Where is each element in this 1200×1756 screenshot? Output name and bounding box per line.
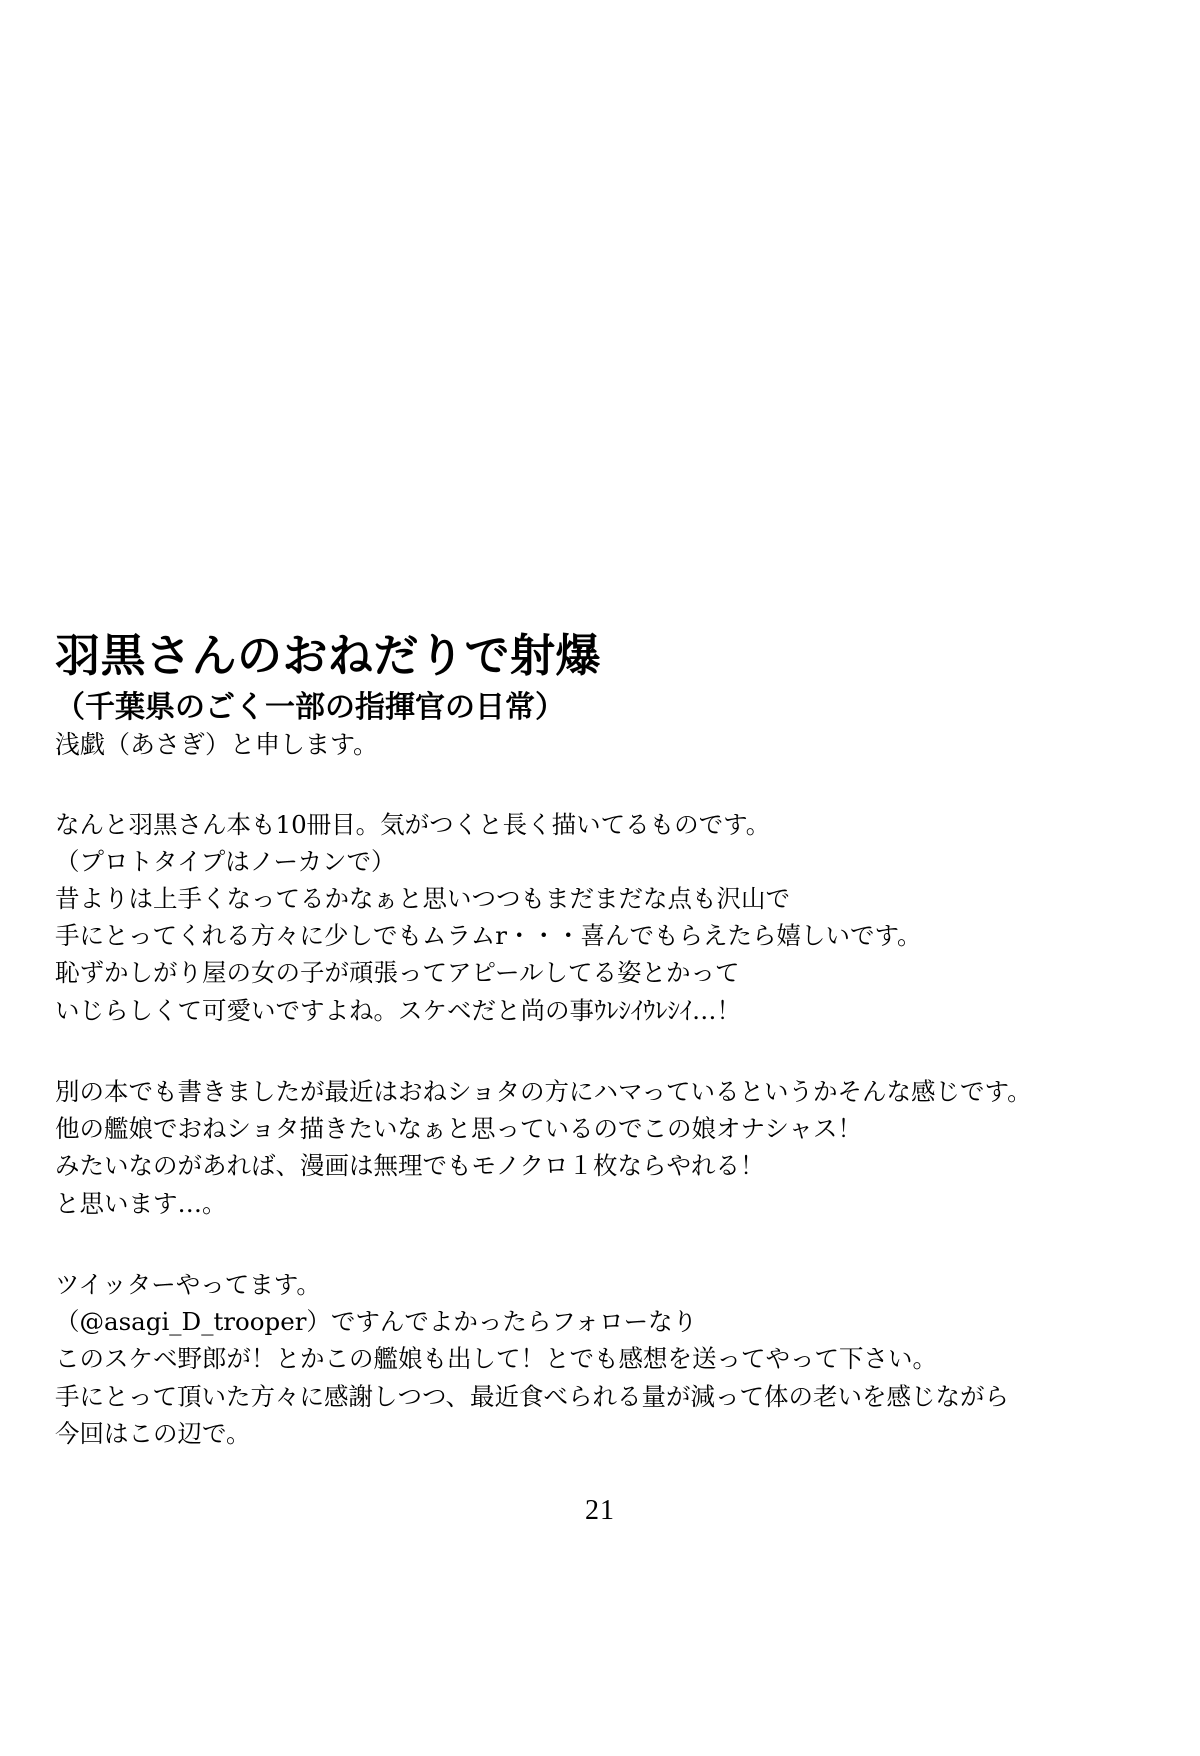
- paragraph-line: と思います…。: [55, 1188, 227, 1218]
- paragraph-line: 恥ずかしがり屋の女の子が頑張ってアピールしてる姿とかって: [55, 958, 740, 988]
- paragraph-line: 別の本でも書きましたが最近はおねショタの方にハマっているというかそんな感じです。: [55, 1076, 1032, 1106]
- paragraph-line: みたいなのがあれば、漫画は無理でもモノクロ１枚ならやれる！: [55, 1151, 765, 1181]
- paragraph-line: 今回はこの辺で。: [55, 1418, 251, 1448]
- paragraph-line: いじらしくて可愛いですよね。スケベだと尚の事ｳﾚｼｲｳﾚｼｲ…！: [55, 995, 741, 1025]
- paragraph-line: なんと羽黒さん本も10冊目。気がつくと長く描いてるものです。: [55, 809, 771, 839]
- paragraph-block-1: [55, 806, 1095, 1029]
- paragraph-line: 昔よりは上手くなってるかなぁと思いつつもまだまだな点も沢山で: [55, 883, 790, 913]
- paragraph-line: （プロトタイプはノーカンで）: [55, 846, 396, 876]
- paragraph-line: ツイッターやってます。: [55, 1269, 321, 1299]
- page-number: 21: [585, 1495, 615, 1526]
- paragraph-line: 他の艦娘でおねショタ描きたいなぁと思っているのでこの娘オナシャス！: [55, 1114, 863, 1144]
- paragraph-line: 手にとってくれる方々に少しでもムラムr・・・喜んでもらえたら嬉しいです。: [55, 921, 922, 951]
- paragraph-line: （@asagi_D_trooper）ですんでよかったらフォローなり: [55, 1307, 698, 1337]
- afterword-content: [55, 630, 1095, 1452]
- paragraph-block-3: [55, 1266, 1095, 1452]
- page-title: 羽黒さんのおねだりで射爆: [55, 629, 602, 682]
- paragraph-line: 手にとって頂いた方々に感謝しつつ、最近食べられる量が減って体の老いを感じながら: [55, 1381, 1010, 1411]
- paragraph-block-2: [55, 1073, 1095, 1222]
- page-subtitle: （千葉県のごく一部の指揮官の日常）: [55, 689, 565, 725]
- author-byline: 浅戯（あさぎ）と申します。: [55, 729, 379, 759]
- paragraph-line: このスケベ野郎が！とかこの艦娘も出して！とでも感想を送ってやって下さい。: [55, 1344, 937, 1374]
